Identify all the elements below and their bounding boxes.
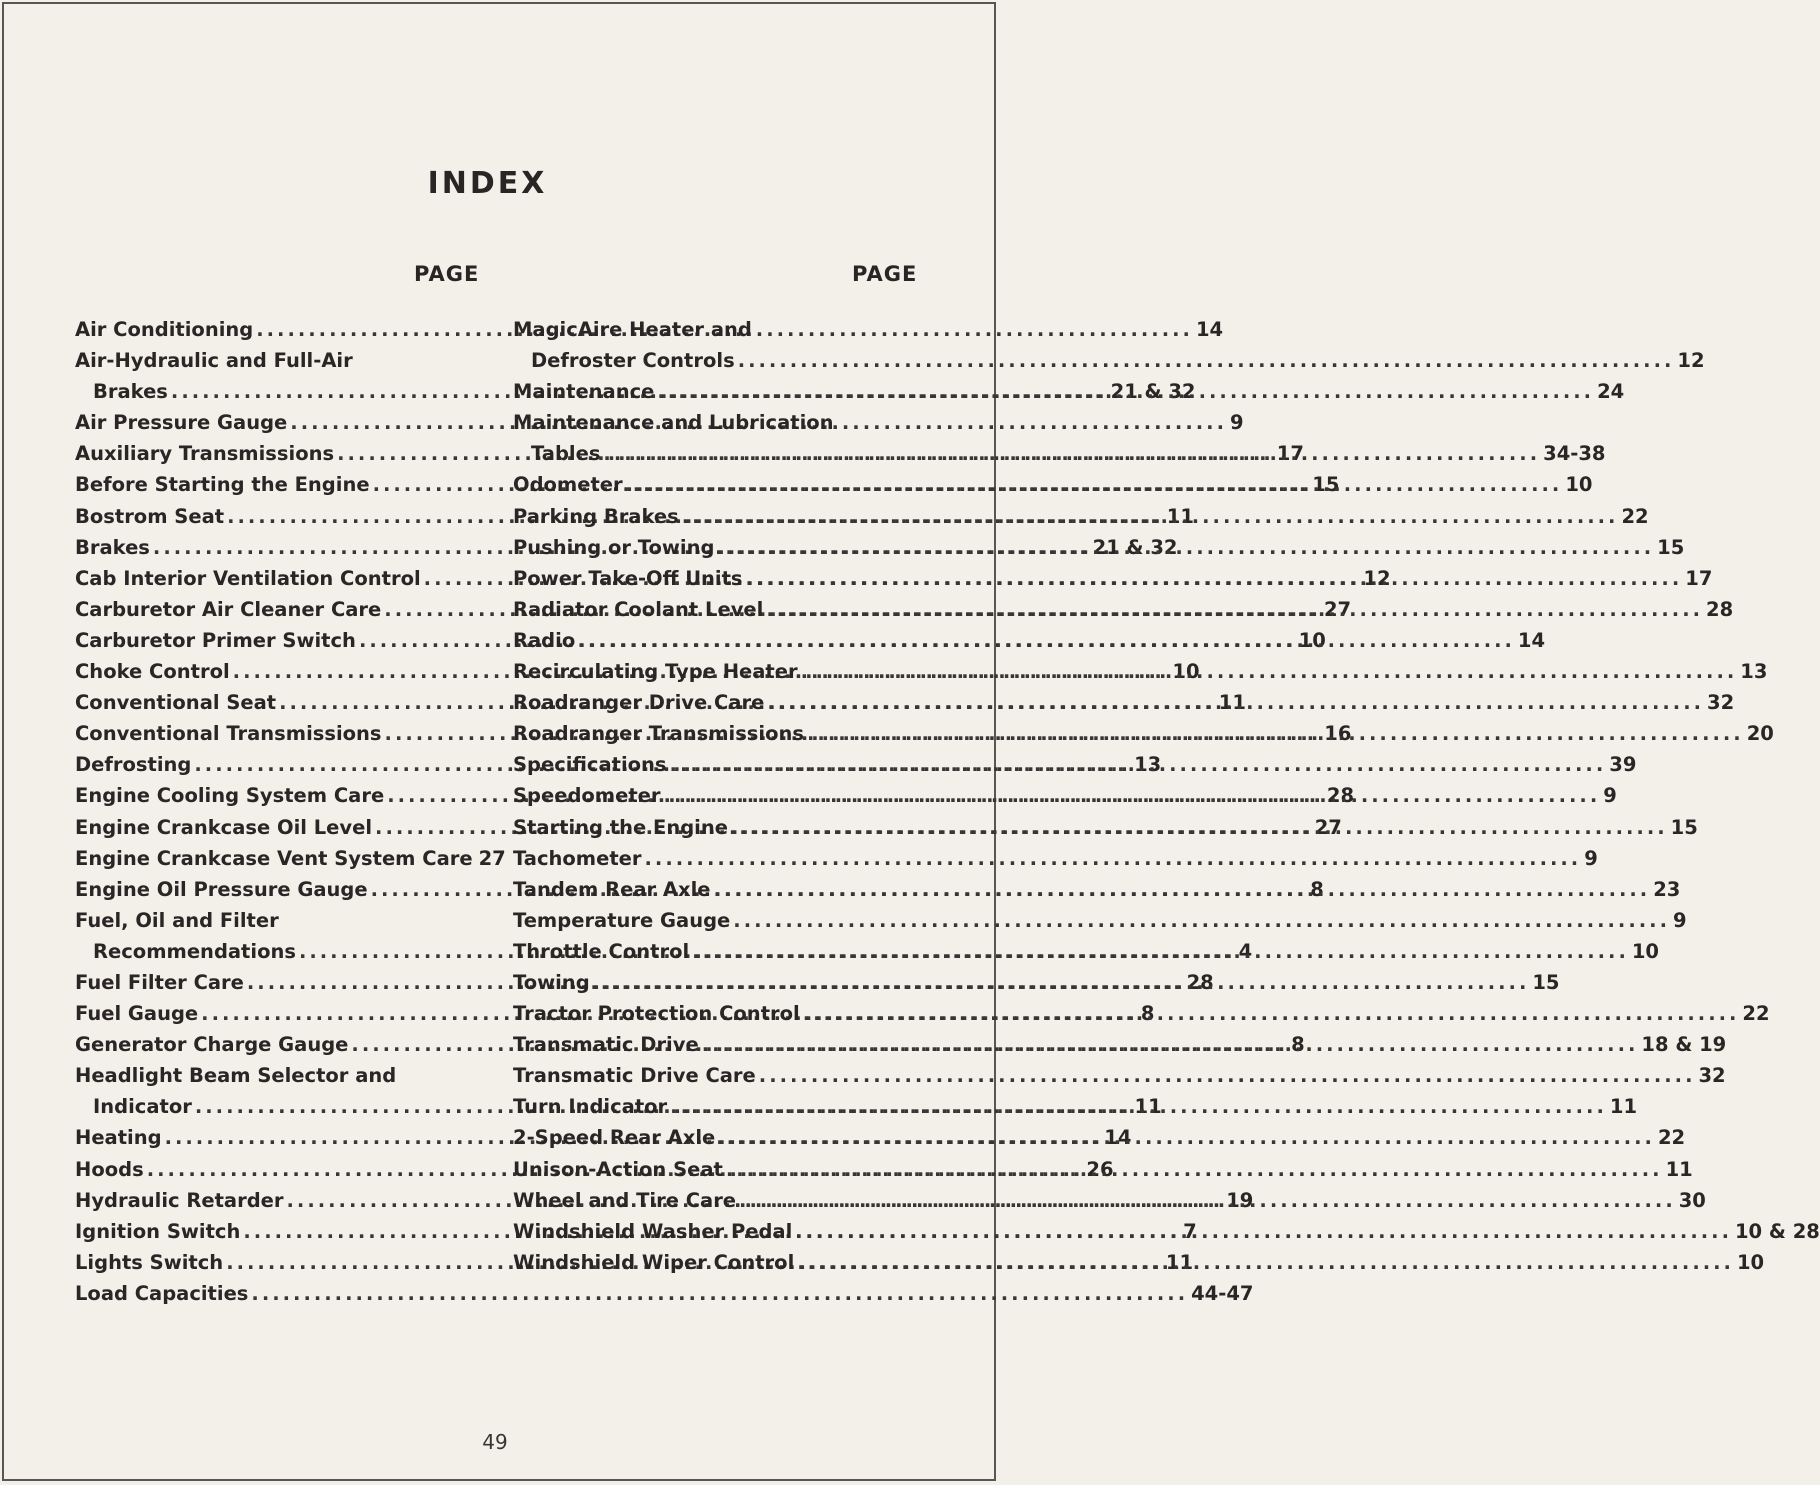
index-entry xyxy=(75,909,468,940)
dot-leader xyxy=(803,1002,1740,1025)
index-entry-label: Bostrom Seat xyxy=(75,504,225,528)
index-entry-label: Maintenance xyxy=(513,380,655,404)
index-entry-page: 30 xyxy=(1678,1188,1706,1212)
index-entry-page: 19 xyxy=(1226,1188,1254,1212)
index-entry-label: Starting the Engine xyxy=(513,815,728,839)
index-entry-label: Tables xyxy=(531,442,601,466)
index-entry-label: Specifications xyxy=(513,753,667,777)
index-entry-label: Conventional Transmissions xyxy=(75,722,382,746)
index-entry xyxy=(513,908,1687,940)
index-entry xyxy=(75,1064,468,1095)
dot-leader xyxy=(795,1220,1732,1243)
index-entry-page: 28 xyxy=(1186,970,1214,994)
index-entry-label: Odometer xyxy=(513,473,623,497)
dot-leader xyxy=(626,473,1563,496)
index-entry-page: 15 xyxy=(1657,535,1685,559)
index-entry-label: Fuel Gauge xyxy=(75,1002,199,1026)
dot-leader xyxy=(692,940,1629,963)
index-entry-label: Brakes xyxy=(75,535,150,559)
index-entry-page: 9 xyxy=(1672,908,1687,932)
left-page-column-header: PAGE xyxy=(414,262,480,286)
dot-leader xyxy=(714,878,1651,901)
right-page-column-header: PAGE xyxy=(852,262,918,286)
index-entry-page: 17 xyxy=(1276,442,1304,466)
index-entry-page: 10 xyxy=(1298,628,1326,652)
dot-leader xyxy=(726,1158,1663,1181)
index-entry-page: 14 xyxy=(1517,628,1546,652)
index-entry xyxy=(75,1281,1254,1313)
index-entry-label: Transmatic Drive Care xyxy=(513,1064,756,1088)
index-entry-page: 10 xyxy=(1565,473,1593,497)
index-entry-label: Pushing or Towing xyxy=(513,535,715,559)
index-entry-label: Conventional Seat xyxy=(75,691,277,715)
index-entry-page: 13 xyxy=(1740,660,1768,684)
dot-leader xyxy=(739,1189,1676,1212)
index-entry-label: Carburetor Primer Switch xyxy=(75,628,356,652)
dot-leader xyxy=(670,753,1607,776)
index-entry-label: Engine Cooling System Care xyxy=(75,784,385,808)
index-entry xyxy=(75,846,506,878)
index-entry-label: Carburetor Air Cleaner Care xyxy=(75,597,382,621)
index-entry-label: Turn Indicator xyxy=(513,1095,668,1119)
index-entry-label: Before Starting the Engine xyxy=(75,473,370,497)
index-entry-label: Recirculating Type Heater xyxy=(513,660,798,684)
index-entry-label: Windshield Wiper Control xyxy=(513,1250,795,1274)
index-entry-page: 12 xyxy=(1363,566,1391,590)
index-entry-page: 10 xyxy=(1172,660,1200,684)
index-entry-label: Cab Interior Ventilation Control xyxy=(75,566,421,590)
index-entry xyxy=(513,939,1659,971)
index-entry-label: Choke Control xyxy=(75,660,230,684)
index-entry-label: Headlight Beam Selector and xyxy=(75,1064,397,1088)
dot-leader xyxy=(759,1064,1696,1087)
index-entry-label: 2-Speed Rear Axle xyxy=(513,1126,716,1150)
index-entry-label: Recommendations xyxy=(93,939,296,963)
index-entry-page: 34-38 xyxy=(1543,442,1606,466)
index-entry-page: 39 xyxy=(1609,753,1637,777)
index-entry xyxy=(513,1033,1727,1064)
index-entry xyxy=(513,349,1705,380)
page-number: 49 xyxy=(482,1430,508,1454)
index-entry-page: 32 xyxy=(1698,1064,1726,1088)
index-entry-page: 11 xyxy=(1134,1095,1162,1119)
dot-leader xyxy=(738,349,1675,372)
index-entry xyxy=(513,1095,1638,1126)
dot-leader xyxy=(717,536,1654,559)
index-entry-page: 23 xyxy=(1653,877,1681,901)
index-entry-page: 13 xyxy=(1134,753,1162,777)
index-entry-page: 28 xyxy=(1326,784,1355,808)
index-entry-label: Ignition Switch xyxy=(75,1219,241,1243)
dot-leader xyxy=(664,784,1601,807)
index-entry-label: Heating xyxy=(75,1126,162,1150)
index-entry-label: Lights Switch xyxy=(75,1250,224,1274)
index-entry-page: 15 xyxy=(1670,815,1698,839)
index-entry-label: Brakes xyxy=(93,380,168,404)
index-entry xyxy=(513,877,1681,909)
index-entry-page: 12 xyxy=(1677,349,1705,373)
dot-leader xyxy=(767,691,1704,714)
dot-leader xyxy=(670,1095,1607,1118)
index-entry xyxy=(513,1002,1770,1033)
dot-leader xyxy=(733,909,1670,932)
index-entry-page: 14 xyxy=(1195,318,1224,341)
index-entry-label: Unison-Action Seat xyxy=(513,1157,723,1181)
index-entry-page: 11 xyxy=(1218,691,1246,715)
index-entry-page: 18 & 19 xyxy=(1641,1033,1727,1057)
index-entry-label: Parking Brakes xyxy=(513,504,679,528)
page-title: INDEX xyxy=(427,166,548,201)
index-entry-page: 15 xyxy=(1532,970,1560,994)
index-entry-page: 22 xyxy=(1657,1126,1686,1150)
index-entry-page: 10 & 28 xyxy=(1734,1219,1820,1243)
index-entry-label: Load Capacities xyxy=(75,1281,249,1305)
index-entry xyxy=(513,411,906,442)
index-entry-label: Tandem Rear Axle xyxy=(513,877,711,901)
index-entry-label: Power Take-Off Units xyxy=(513,566,743,590)
index-entry-label: Roadranger Transmissions xyxy=(513,722,804,746)
index-entry-page: 22 xyxy=(1621,504,1649,528)
index-entry-page: 10 xyxy=(1631,939,1659,963)
index-entry-label: Hoods xyxy=(75,1157,144,1181)
index-entry-page: 26 xyxy=(1086,1157,1114,1181)
index-entry-page: 44-47 xyxy=(1191,1281,1254,1305)
index-entry-label: Throttle Control xyxy=(513,939,690,963)
index-entry xyxy=(75,349,468,380)
dot-leader xyxy=(718,1126,1655,1149)
index-entry-label: Towing xyxy=(513,970,590,994)
index-entry-label: Engine Crankcase Oil Level xyxy=(75,815,373,839)
dot-leader xyxy=(603,442,1540,465)
index-entry-page: 24 xyxy=(1597,380,1625,404)
index-entry-label: Generator Charge Gauge xyxy=(75,1033,349,1057)
dot-leader xyxy=(645,847,1582,870)
dot-leader xyxy=(731,816,1668,839)
index-entry-label: Fuel, Oil and Filter xyxy=(75,908,279,932)
index-entry-label: Tachometer xyxy=(513,846,642,870)
index-entry-page: 27 xyxy=(1314,815,1342,839)
dot-leader xyxy=(797,1251,1734,1274)
index-entry-page: 27 xyxy=(478,846,506,870)
index-entry-label: Hydraulic Retarder xyxy=(75,1188,284,1212)
index-entry-page: 28 xyxy=(1706,597,1734,621)
index-entry-label: Auxiliary Transmissions xyxy=(75,442,335,466)
index-entry-label: Transmatic Drive xyxy=(513,1033,699,1057)
index-entry-page: 20 xyxy=(1746,722,1774,746)
index-entry-label: Tractor Protection Control xyxy=(513,1002,800,1026)
index-entry-label: Wheel and Tire Care xyxy=(513,1188,737,1212)
index-entry-label: Roadranger Drive Care xyxy=(513,691,765,715)
index-entry-page: 9 xyxy=(1584,846,1598,870)
index-entry-page: 11 xyxy=(1609,1095,1638,1119)
index-entry-page: 7 xyxy=(1183,1219,1197,1243)
index-entry-label: Fuel Filter Care xyxy=(75,970,244,994)
index-entry-page: 8 xyxy=(1310,877,1324,901)
dot-leader xyxy=(657,380,1594,403)
index-entry-label: Speedometer xyxy=(513,784,661,808)
index-entry xyxy=(513,1064,1726,1095)
index-entry-label: Air Conditioning xyxy=(75,318,254,341)
index-entry-label: Air-Hydraulic and Full-Air xyxy=(75,349,353,373)
index-entry-label: Radio xyxy=(513,628,576,652)
dot-leader xyxy=(593,971,1530,994)
dot-leader xyxy=(682,505,1619,528)
index-entry-page: 14 xyxy=(1104,1126,1132,1150)
index-entry-label: Windshield Washer Pedal xyxy=(513,1219,793,1243)
dot-leader xyxy=(746,567,1683,590)
index-entry xyxy=(513,1219,1820,1251)
index-entry-label: Engine Oil Pressure Gauge xyxy=(75,877,368,901)
dot-leader xyxy=(807,722,1744,745)
index-entry-page: 9 xyxy=(1603,784,1617,808)
index-entry-page: 11 xyxy=(1165,1250,1194,1274)
index-entry-page: 17 xyxy=(1685,566,1713,590)
index-entry xyxy=(513,318,906,349)
index-entry-page: 21 & 32 xyxy=(1092,535,1178,559)
index-entry-label: Air Pressure Gauge xyxy=(75,411,288,435)
index-entry-page: 27 xyxy=(1323,597,1352,621)
index-entry-page: 8 xyxy=(1291,1033,1305,1057)
index-entry-page: 32 xyxy=(1707,691,1735,715)
dot-leader xyxy=(578,629,1515,652)
index-entry-page: 10 xyxy=(1736,1250,1765,1274)
index-entry-label: Defrosting xyxy=(75,753,192,777)
index-entry-page: 16 xyxy=(1324,722,1352,746)
index-entry-label: Maintenance and Lubrication xyxy=(513,411,834,435)
index-entry-label: MagicAire Heater and xyxy=(513,318,752,341)
dot-leader xyxy=(801,660,1738,683)
index-entry-label: Indicator xyxy=(93,1095,192,1119)
index-entry-page: 8 xyxy=(1140,1002,1155,1026)
index-entry-label: Defroster Controls xyxy=(531,349,735,373)
index-entry-label: Temperature Gauge xyxy=(513,908,731,932)
index-entry-page: 11 xyxy=(1166,504,1194,528)
dot-leader xyxy=(766,598,1703,621)
index-entry-page: 9 xyxy=(1229,411,1244,435)
index-entry-label: Engine Crankcase Vent System Care xyxy=(75,846,473,870)
index-entry-page: 4 xyxy=(1238,939,1253,963)
index-entry-page: 15 xyxy=(1312,473,1340,497)
index-entry-label: Radiator Coolant Level xyxy=(513,597,764,621)
index-entry xyxy=(513,846,1598,878)
index-entry-page: 22 xyxy=(1742,1002,1770,1026)
dot-leader xyxy=(702,1033,1639,1056)
dot-leader xyxy=(251,1282,1188,1305)
index-entry-page: 21 & 32 xyxy=(1110,380,1196,404)
index-entry-page: 11 xyxy=(1665,1157,1693,1181)
